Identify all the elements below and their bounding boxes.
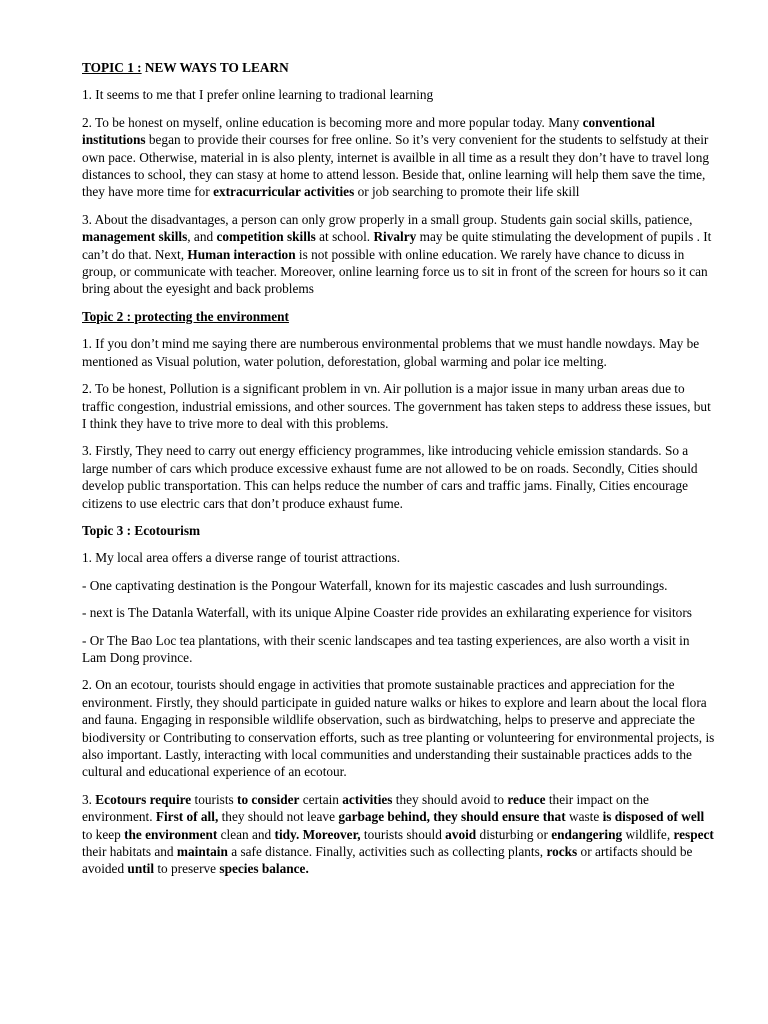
bold-run: is disposed of well [602,809,705,825]
bold-run: tidy. Moreover, [274,826,361,842]
topic1-heading [82,59,716,76]
bold-run: competition skills [216,229,316,245]
text-run: their habitats and [82,844,177,860]
topic3-paragraph-2: 2. On an ecotour, tourists should engage in activities that promote sustainable practices and appreciation for the environment. Firstly, they should participate in guided nature walks or hikes to explore and learn about the local flora and fauna. Engaging in responsible wildlife observation, such as birdwatching, helps to preserve and appreciate the biodiversity or Contributing to conservation efforts, such as tree planting or volunteering for environmental projects, is also important. Lastly, interacting with local communities and understanding their sustainable practices adds to the cultural and educational experience of an ecotour. [82,677,715,780]
topic3-bullet-2: - next is The Datanla Waterfall, with its unique Alpine Coaster ride provides an exhilarating experience for visitors [82,605,692,621]
text-run: 3. About the disadvantages, a person can only grow properly in a small group. Students gain social skills, patience, [82,211,693,227]
text-run: wildlife, [622,826,674,842]
text-run: tourists should [360,826,446,842]
text-run: may be quite stimulating the development of pupils . It can’t do that. Next, [82,229,712,262]
text-run: clean and [217,826,275,842]
bold-run: maintain [176,844,228,860]
bold-run: the environment [124,826,218,842]
bold-run: endangering [551,826,623,842]
topic2-paragraph-3: 3. Firstly, They need to carry out energy efficiency programmes, like introducing vehicle emission standards. So a large number of cars which produce excessive exhaust fume are not allowed to be on roads. Secondly, Cities should develop public transportation. This can helps reduce the number of cars and traffic jams. Finally, Cities encourage citizens to use electric cars that don’t produce exhaust fume. [82,443,698,511]
text-run: tourists [191,791,238,807]
bold-run: First of all, [155,809,219,825]
topic3-paragraph-1: 1. My local area offers a diverse range of tourist attractions. [82,550,401,566]
text-run: 2. To be honest on myself, online education is becoming more and more popular today. Many [82,114,583,130]
bold-run: respect [673,826,714,842]
bold-run: activities [342,791,393,807]
bold-run: reduce [507,791,546,807]
text-run: certain [299,791,343,807]
text-run: or artifacts should be avoided [82,844,693,877]
bold-run: avoid [445,826,477,842]
topic2-paragraph-1: 1. If you don’t mind me saying there are numberous environmental problems that we must handle nowdays. May be mentioned as Visual polution, water polution, deforestation, global warming and polar ice melting. [82,336,700,369]
bold-run: conventional institutions [82,114,655,148]
text-run: disturbing or [476,826,552,842]
text-run: or job searching to promote their life skill [354,184,580,200]
text-run: began to provide their courses for free online. So it’s very convenient for the students to selfstudy at their own pace. Otherwise, material in is also plenty, internet is availble in all time as a result they don’t have to travel long distances to school, they can stasy at home to attend lesson. Beside that, online learning will help them save the time, they have more time for [82,132,709,200]
text-run: they should not leave [218,809,339,825]
text-run: is not possible with online education. We rarely have chance to dicuss in group, or communicate with teacher. Moreover, online learning force us to sit in front of the screen for hours so it can bring about the eyesight and back problems [82,246,708,297]
topic1-paragraph-3 [82,211,716,298]
bold-run: to consider [237,791,300,807]
topic3-bullet-3: - Or The Bao Loc tea plantations, with their scenic landscapes and tea tasting experiences, are also worth a visit in Lam Dong province. [82,632,690,665]
bold-run: extracurricular activities [213,184,355,200]
text-run: , and [187,229,217,245]
bold-run: species balance. [219,861,309,877]
topic2-heading [82,308,716,325]
text-run: to preserve [154,861,220,877]
topic1-paragraph-2 [82,114,716,201]
text-run: at school. [315,229,374,245]
text-run: to keep [82,826,125,842]
bold-run: Human interaction [187,246,296,262]
text-run: 3. [82,791,96,807]
text-run: a safe distance. Finally, activities such as collecting plants, [227,844,547,860]
topic3-bullet-1: - One captivating destination is the Pongour Waterfall, known for its majestic cascades and lush surroundings. [82,577,668,593]
bold-run: rocks [546,844,578,860]
text-run: they should avoid to [392,791,508,807]
topic1-label: TOPIC 1 : [82,60,142,75]
bold-run: Ecotours require [95,791,192,807]
topic3-title: Topic 3 : Ecotourism [82,522,201,538]
topic2-title: Topic 2 : protecting the environment [82,308,289,324]
topic1-paragraph-1: 1. It seems to me that I prefer online learning to tradional learning [82,87,434,103]
topic2-paragraph-2: 2. To be honest, Pollution is a significant problem in vn. Air pollution is a major issue in many urban areas due to traffic congestion, industrial emissions, and other sources. The government has taken steps to address these issues, but I think they have to trive more to deal with this problems. [82,381,711,431]
bold-run: Rivalry [373,229,417,245]
bold-run: garbage behind, they should ensure that [338,809,566,825]
text-run: their impact on the environment. [82,791,649,825]
topic3-heading [82,522,716,539]
document-body [82,59,716,888]
text-run: waste [565,809,603,825]
bold-run: until [127,861,155,877]
topic3-paragraph-3 [82,791,716,878]
bold-run: management skills [82,229,188,245]
topic1-title: NEW WAYS TO LEARN [141,60,289,75]
